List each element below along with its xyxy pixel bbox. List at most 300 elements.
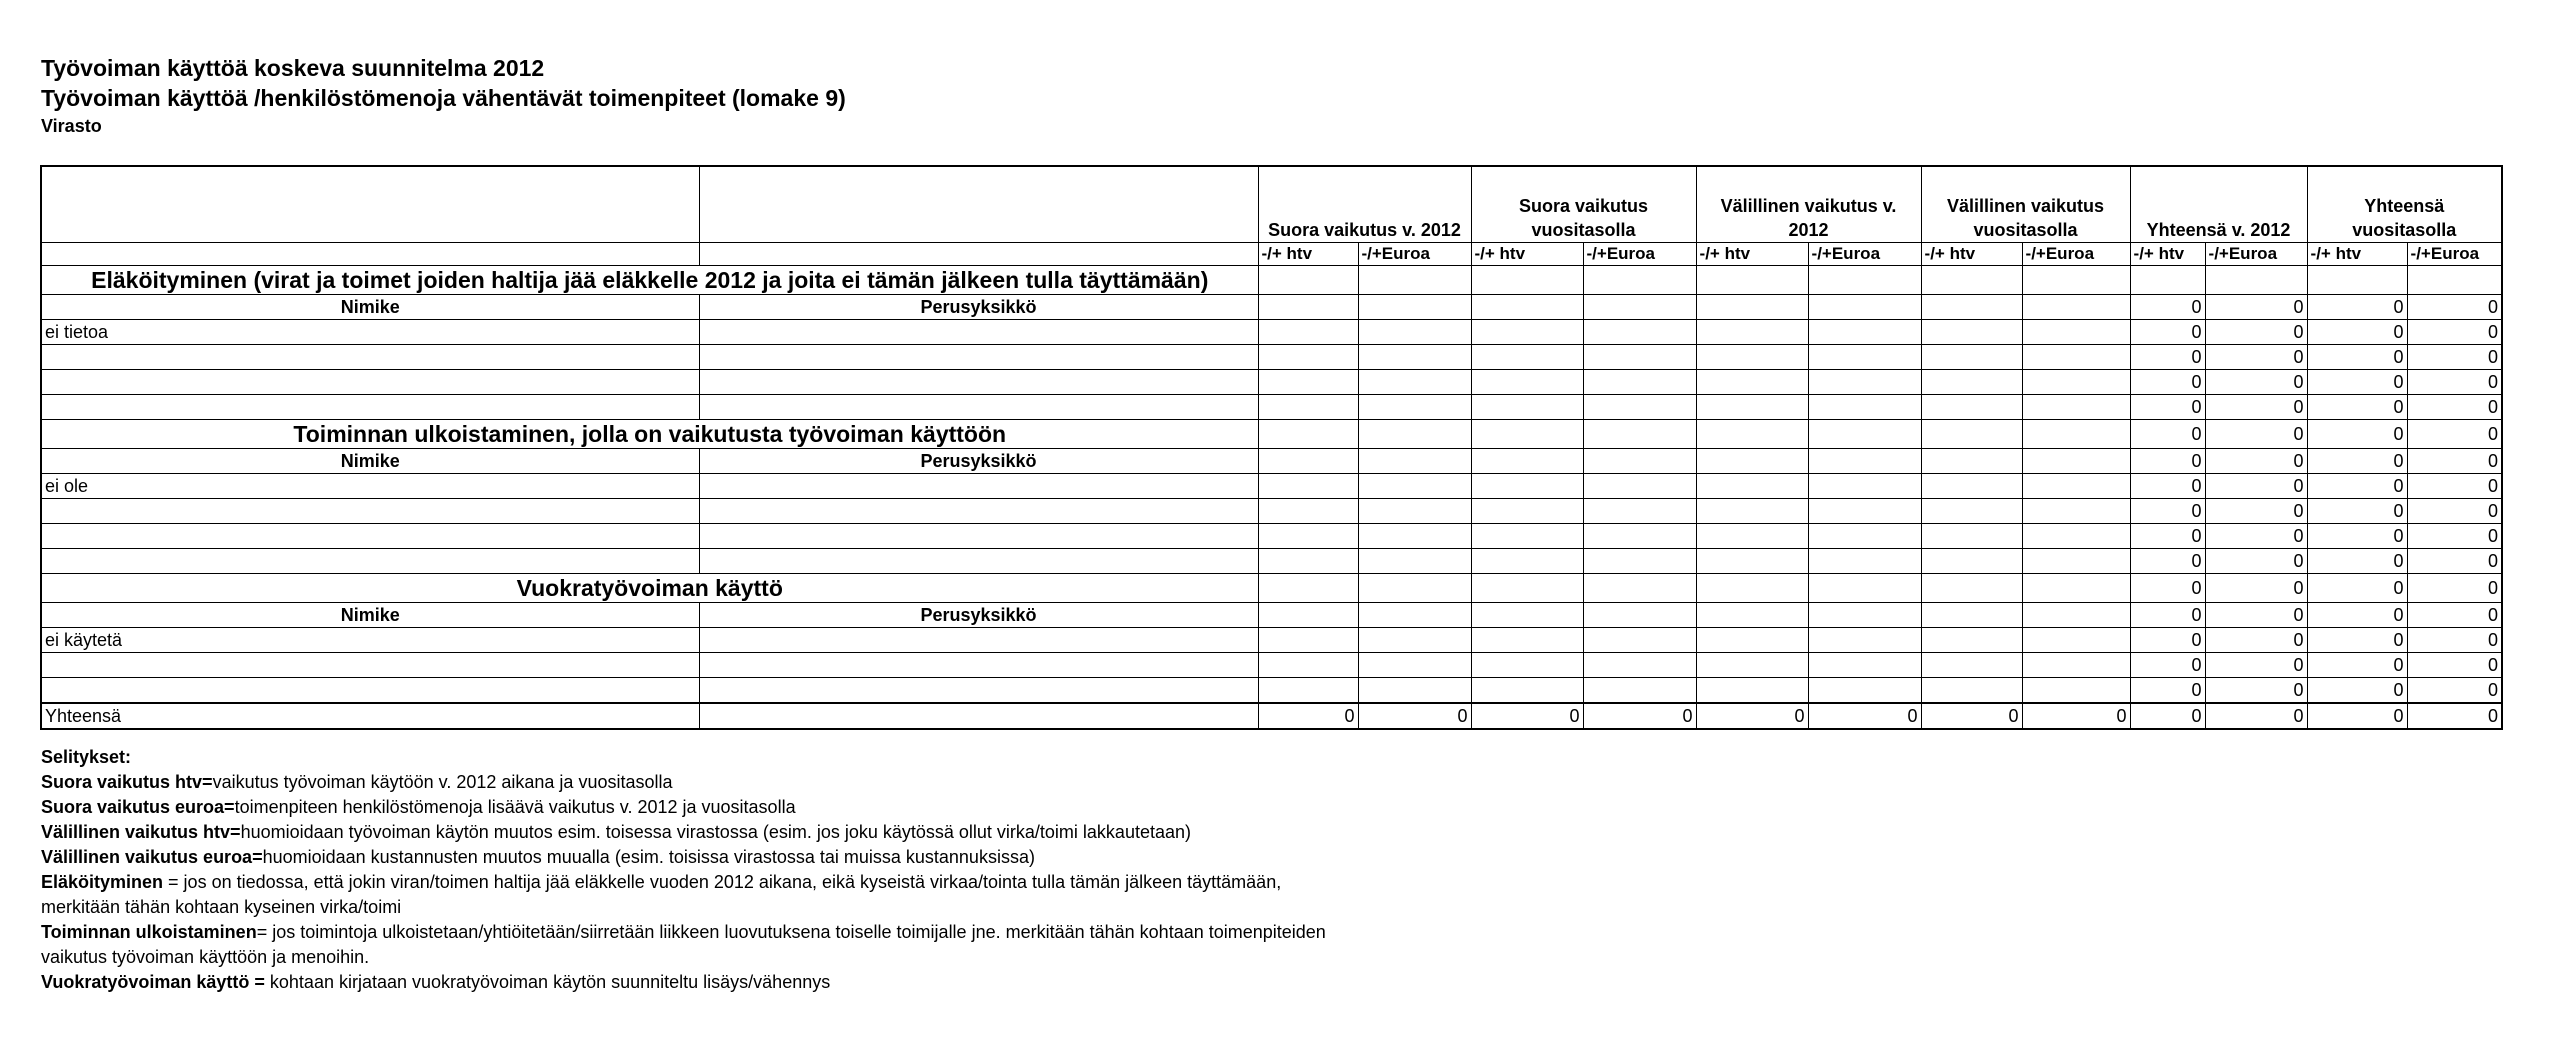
value-cell[interactable]: 0 [2407, 549, 2502, 574]
value-cell[interactable]: 0 [2307, 295, 2407, 320]
value-cell[interactable] [1808, 524, 1921, 549]
subheader-htv: -/+ htv [1471, 243, 1583, 266]
value-cell[interactable] [1808, 370, 1921, 395]
subheader-blank [699, 243, 1258, 266]
value-cell[interactable] [1583, 574, 1696, 603]
value-cell[interactable] [1696, 524, 1808, 549]
total-value: 0 [2307, 703, 2407, 729]
value-cell[interactable] [1921, 474, 2022, 499]
column-header-perusyksikko: Perusyksikkö [699, 295, 1258, 320]
total-value: 0 [2407, 703, 2502, 729]
value-cell[interactable]: 0 [2130, 395, 2205, 420]
value-cell[interactable] [1921, 653, 2022, 678]
value-cell[interactable]: 0 [2407, 628, 2502, 653]
value-cell[interactable] [1808, 549, 1921, 574]
value-cell[interactable] [1471, 499, 1583, 524]
value-cell[interactable] [1471, 449, 1583, 474]
value-cell[interactable] [1258, 653, 1358, 678]
value-cell[interactable]: 0 [2407, 370, 2502, 395]
value-cell[interactable] [1696, 420, 1808, 449]
value-cell[interactable]: 0 [2307, 628, 2407, 653]
total-value: 0 [1471, 703, 1583, 729]
value-cell[interactable] [1583, 524, 1696, 549]
value-cell[interactable]: 0 [2130, 628, 2205, 653]
value-cell[interactable] [1258, 603, 1358, 628]
subheader-htv: -/+ htv [2130, 243, 2205, 266]
value-cell[interactable] [1696, 295, 1808, 320]
value-cell[interactable] [1921, 420, 2022, 449]
value-cell[interactable] [2022, 603, 2130, 628]
value-cell[interactable]: 0 [2205, 395, 2307, 420]
value-cell[interactable] [1583, 295, 1696, 320]
value-cell[interactable] [1358, 524, 1471, 549]
nimike-cell[interactable] [41, 370, 699, 395]
column-header-perusyksikko: Perusyksikkö [699, 449, 1258, 474]
value-cell[interactable]: 0 [2130, 449, 2205, 474]
value-cell[interactable]: 0 [2130, 345, 2205, 370]
value-cell[interactable] [1358, 266, 1471, 295]
value-cell[interactable]: 0 [2307, 574, 2407, 603]
value-cell[interactable] [1471, 603, 1583, 628]
value-cell[interactable]: 0 [2407, 295, 2502, 320]
value-cell[interactable] [1808, 320, 1921, 345]
value-cell[interactable]: 0 [2205, 678, 2307, 704]
value-cell[interactable] [1921, 395, 2022, 420]
value-cell[interactable] [2022, 370, 2130, 395]
total-value: 0 [2022, 703, 2130, 729]
plan-table [40, 165, 2503, 730]
total-blank [699, 703, 1258, 729]
perusyksikko-cell[interactable] [699, 370, 1258, 395]
total-value: 0 [1583, 703, 1696, 729]
value-cell[interactable]: 0 [2130, 574, 2205, 603]
value-cell[interactable] [1696, 603, 1808, 628]
value-cell[interactable] [1258, 395, 1358, 420]
nimike-cell[interactable]: ei käytetä [41, 628, 699, 653]
nimike-cell[interactable] [41, 653, 699, 678]
document-title-block [41, 53, 846, 139]
value-cell[interactable] [1258, 524, 1358, 549]
subheader-euro: -/+Euroa [1583, 243, 1696, 266]
explanation-term: Suora vaikutus euroa= [41, 797, 235, 817]
value-cell[interactable] [1583, 603, 1696, 628]
value-cell[interactable] [1808, 266, 1921, 295]
value-cell[interactable] [1358, 603, 1471, 628]
explanation-line [41, 770, 1326, 795]
value-cell[interactable]: 0 [2407, 395, 2502, 420]
value-cell[interactable] [1471, 320, 1583, 345]
value-cell[interactable] [1471, 420, 1583, 449]
subheader-euro: -/+Euroa [2205, 243, 2307, 266]
explanation-term: Toiminnan ulkoistaminen [41, 922, 257, 942]
value-cell[interactable] [1258, 574, 1358, 603]
value-cell[interactable]: 0 [2205, 449, 2307, 474]
value-cell[interactable] [1921, 678, 2022, 704]
value-cell[interactable]: 0 [2307, 420, 2407, 449]
value-cell[interactable] [1808, 678, 1921, 704]
column-header-nimike: Nimike [41, 603, 699, 628]
nimike-cell[interactable] [41, 549, 699, 574]
value-cell[interactable] [1808, 449, 1921, 474]
total-value: 0 [1358, 703, 1471, 729]
value-cell[interactable] [1258, 295, 1358, 320]
value-cell[interactable]: 0 [2130, 549, 2205, 574]
value-cell[interactable] [1258, 678, 1358, 704]
explanation-term: Suora vaikutus htv= [41, 772, 213, 792]
value-cell[interactable]: 0 [2205, 499, 2307, 524]
subheader-euro: -/+Euroa [1808, 243, 1921, 266]
value-cell[interactable] [1921, 295, 2022, 320]
value-cell[interactable]: 0 [2130, 524, 2205, 549]
value-cell[interactable] [1358, 395, 1471, 420]
value-cell[interactable] [2022, 345, 2130, 370]
header-blank-1 [41, 166, 699, 243]
explanations-list [41, 770, 1326, 995]
value-cell[interactable] [1696, 574, 1808, 603]
value-cell[interactable] [1358, 628, 1471, 653]
value-cell[interactable] [1921, 449, 2022, 474]
value-cell[interactable] [1696, 320, 1808, 345]
subheader-htv: -/+ htv [1921, 243, 2022, 266]
value-cell[interactable]: 0 [2130, 420, 2205, 449]
value-cell[interactable] [1258, 628, 1358, 653]
value-cell[interactable]: 0 [2307, 603, 2407, 628]
column-header-nimike: Nimike [41, 295, 699, 320]
value-cell[interactable]: 0 [2307, 474, 2407, 499]
subheader-euro: -/+Euroa [1358, 243, 1471, 266]
value-cell[interactable]: 0 [2205, 524, 2307, 549]
value-cell[interactable] [1583, 395, 1696, 420]
value-cell[interactable] [1583, 653, 1696, 678]
subheader-blank [41, 243, 699, 266]
document-subtitle: Työvoiman käyttöä /henkilöstömenoja vähentävät toimenpiteet (lomake 9) [41, 85, 846, 111]
value-cell[interactable] [1921, 370, 2022, 395]
value-cell[interactable]: 0 [2407, 345, 2502, 370]
total-value: 0 [1808, 703, 1921, 729]
value-cell[interactable] [1921, 603, 2022, 628]
perusyksikko-cell[interactable] [699, 524, 1258, 549]
value-cell[interactable] [1808, 499, 1921, 524]
explanation-text: huomioidaan kustannusten muutos muualla (esim. toisissa virastossa tai muissa kustannuksissa) [262, 847, 1035, 867]
explanation-text: = jos on tiedossa, että jokin viran/toimen haltija jää eläkkelle vuoden 2012 aikana, eikä kyseistä virkaa/tointa tulla tämän jälkeen täyttämään, [163, 872, 1282, 892]
nimike-cell[interactable] [41, 524, 699, 549]
value-cell[interactable] [1583, 628, 1696, 653]
explanation-text: toimenpiteen henkilöstömenoja lisäävä vaikutus v. 2012 ja vuositasolla [234, 797, 796, 817]
value-cell[interactable]: 0 [2407, 420, 2502, 449]
value-cell[interactable] [1583, 678, 1696, 704]
value-cell[interactable] [1471, 345, 1583, 370]
total-value: 0 [2205, 703, 2307, 729]
value-cell[interactable] [2022, 574, 2130, 603]
value-cell[interactable] [1358, 449, 1471, 474]
value-cell[interactable]: 0 [2205, 345, 2307, 370]
column-group-header: Yhteensä vuositasolla [2307, 166, 2502, 243]
value-cell[interactable] [2205, 266, 2307, 295]
value-cell[interactable] [1921, 499, 2022, 524]
value-cell[interactable] [1696, 499, 1808, 524]
value-cell[interactable]: 0 [2205, 295, 2307, 320]
value-cell[interactable] [1583, 320, 1696, 345]
document-title: Työvoiman käyttöä koskeva suunnitelma 2012 [41, 55, 545, 81]
value-cell[interactable] [2022, 524, 2130, 549]
subheader-htv: -/+ htv [1258, 243, 1358, 266]
subheader-htv: -/+ htv [1696, 243, 1808, 266]
column-group-header: Suora vaikutus v. 2012 [1258, 166, 1471, 243]
nimike-cell[interactable]: ei tietoa [41, 320, 699, 345]
value-cell[interactable]: 0 [2205, 370, 2307, 395]
value-cell[interactable] [1808, 395, 1921, 420]
value-cell[interactable] [1696, 653, 1808, 678]
value-cell[interactable]: 0 [2130, 603, 2205, 628]
column-group-header: Suora vaikutus vuositasolla [1471, 166, 1696, 243]
nimike-cell[interactable] [41, 499, 699, 524]
value-cell[interactable]: 0 [2307, 370, 2407, 395]
value-cell[interactable]: 0 [2307, 395, 2407, 420]
value-cell[interactable]: 0 [2307, 678, 2407, 704]
value-cell[interactable]: 0 [2307, 320, 2407, 345]
value-cell[interactable] [1696, 370, 1808, 395]
value-cell[interactable] [1808, 574, 1921, 603]
value-cell[interactable] [2022, 628, 2130, 653]
value-cell[interactable] [1258, 345, 1358, 370]
column-group-header: Välillinen vaikutus vuositasolla [1921, 166, 2130, 243]
nimike-cell[interactable] [41, 345, 699, 370]
value-cell[interactable] [1358, 499, 1471, 524]
explanation-line [41, 945, 1326, 970]
perusyksikko-cell[interactable] [699, 499, 1258, 524]
total-value: 0 [1696, 703, 1808, 729]
perusyksikko-cell[interactable] [699, 628, 1258, 653]
explanation-text: vaikutus työvoiman käyttöön ja menoihin. [41, 947, 370, 967]
value-cell[interactable]: 0 [2130, 474, 2205, 499]
value-cell[interactable] [2407, 266, 2502, 295]
value-cell[interactable]: 0 [2407, 603, 2502, 628]
value-cell[interactable] [2022, 320, 2130, 345]
value-cell[interactable] [1583, 474, 1696, 499]
value-cell[interactable] [1808, 345, 1921, 370]
explanation-text: = jos toimintoja ulkoistetaan/yhtiöitetään/siirretään liikkeen luovutuksena toiselle toimijalle jne. merkitään tähän kohtaan toimenpiteiden [256, 922, 1326, 942]
value-cell[interactable] [1258, 420, 1358, 449]
value-cell[interactable]: 0 [2205, 549, 2307, 574]
perusyksikko-cell[interactable] [699, 678, 1258, 704]
value-cell[interactable] [1696, 395, 1808, 420]
value-cell[interactable]: 0 [2407, 449, 2502, 474]
value-cell[interactable] [1583, 345, 1696, 370]
explanation-term: Välillinen vaikutus euroa= [41, 847, 263, 867]
value-cell[interactable] [2022, 295, 2130, 320]
value-cell[interactable]: 0 [2130, 370, 2205, 395]
column-header-perusyksikko: Perusyksikkö [699, 603, 1258, 628]
value-cell[interactable] [1696, 628, 1808, 653]
explanation-term: Eläköityminen [41, 872, 164, 892]
value-cell[interactable] [1358, 549, 1471, 574]
explanation-text: kohtaan kirjataan vuokratyövoiman käytön suunniteltu lisäys/vähennys [269, 972, 831, 992]
value-cell[interactable] [1921, 628, 2022, 653]
value-cell[interactable] [1258, 449, 1358, 474]
value-cell[interactable]: 0 [2407, 574, 2502, 603]
value-cell[interactable]: 0 [2205, 420, 2307, 449]
explanation-line [41, 870, 1326, 895]
value-cell[interactable] [2022, 420, 2130, 449]
value-cell[interactable] [1696, 549, 1808, 574]
value-cell[interactable] [1258, 370, 1358, 395]
value-cell[interactable]: 0 [2307, 653, 2407, 678]
value-cell[interactable] [1921, 345, 2022, 370]
perusyksikko-cell[interactable] [699, 345, 1258, 370]
value-cell[interactable] [1696, 474, 1808, 499]
value-cell[interactable] [1696, 266, 1808, 295]
value-cell[interactable] [2022, 474, 2130, 499]
value-cell[interactable]: 0 [2307, 499, 2407, 524]
value-cell[interactable] [2022, 653, 2130, 678]
value-cell[interactable] [1258, 266, 1358, 295]
value-cell[interactable] [2022, 449, 2130, 474]
value-cell[interactable]: 0 [2130, 678, 2205, 704]
value-cell[interactable]: 0 [2130, 653, 2205, 678]
total-value: 0 [2130, 703, 2205, 729]
explanation-line [41, 845, 1326, 870]
nimike-cell[interactable] [41, 678, 699, 704]
value-cell[interactable] [2022, 395, 2130, 420]
value-cell[interactable] [1696, 345, 1808, 370]
value-cell[interactable] [1921, 549, 2022, 574]
value-cell[interactable] [1921, 524, 2022, 549]
value-cell[interactable]: 0 [2205, 320, 2307, 345]
value-cell[interactable]: 0 [2307, 449, 2407, 474]
explanation-term: Vuokratyövoiman käyttö = [41, 972, 270, 992]
explanation-line [41, 920, 1326, 945]
nimike-cell[interactable]: ei ole [41, 474, 699, 499]
value-cell[interactable]: 0 [2407, 474, 2502, 499]
explanation-text: vaikutus työvoiman käytöön v. 2012 aikana ja vuositasolla [212, 772, 673, 792]
section-title: Vuokratyövoiman käyttö [41, 574, 1258, 603]
value-cell[interactable] [1808, 474, 1921, 499]
total-value: 0 [1258, 703, 1358, 729]
value-cell[interactable] [1471, 295, 1583, 320]
perusyksikko-cell[interactable] [699, 320, 1258, 345]
value-cell[interactable]: 0 [2130, 295, 2205, 320]
section-title: Toiminnan ulkoistaminen, jolla on vaikutusta työvoiman käyttöön [41, 420, 1258, 449]
value-cell[interactable] [2130, 266, 2205, 295]
value-cell[interactable] [1358, 653, 1471, 678]
value-cell[interactable] [1258, 474, 1358, 499]
value-cell[interactable]: 0 [2407, 524, 2502, 549]
value-cell[interactable] [1696, 449, 1808, 474]
value-cell[interactable]: 0 [2130, 499, 2205, 524]
value-cell[interactable] [1358, 474, 1471, 499]
value-cell[interactable]: 0 [2307, 345, 2407, 370]
nimike-cell[interactable] [41, 395, 699, 420]
value-cell[interactable]: 0 [2407, 320, 2502, 345]
value-cell[interactable] [1471, 524, 1583, 549]
value-cell[interactable] [2307, 266, 2407, 295]
value-cell[interactable] [1471, 370, 1583, 395]
value-cell[interactable]: 0 [2205, 628, 2307, 653]
explanation-text: huomioidaan työvoiman käytön muutos esim. toisessa virastossa (esim. jos joku käytössä ollut virka/toimi lakkautetaan) [240, 822, 1191, 842]
agency-label: Virasto [41, 116, 102, 136]
explanation-line [41, 820, 1326, 845]
subheader-htv: -/+ htv [2307, 243, 2407, 266]
value-cell[interactable] [1358, 295, 1471, 320]
value-cell[interactable] [1471, 574, 1583, 603]
value-cell[interactable] [2022, 549, 2130, 574]
value-cell[interactable] [1696, 678, 1808, 704]
value-cell[interactable] [1471, 395, 1583, 420]
explanation-term: Välillinen vaikutus htv= [41, 822, 241, 842]
value-cell[interactable] [1921, 574, 2022, 603]
value-cell[interactable] [1471, 549, 1583, 574]
value-cell[interactable] [1808, 628, 1921, 653]
value-cell[interactable]: 0 [2307, 549, 2407, 574]
value-cell[interactable] [2022, 266, 2130, 295]
value-cell[interactable] [2022, 499, 2130, 524]
value-cell[interactable] [1583, 449, 1696, 474]
value-cell[interactable] [1471, 678, 1583, 704]
value-cell[interactable] [1258, 320, 1358, 345]
value-cell[interactable]: 0 [2407, 678, 2502, 704]
value-cell[interactable]: 0 [2407, 499, 2502, 524]
value-cell[interactable]: 0 [2205, 653, 2307, 678]
value-cell[interactable] [1808, 295, 1921, 320]
value-cell[interactable]: 0 [2307, 524, 2407, 549]
explanations-heading: Selitykset: [41, 747, 132, 767]
value-cell[interactable] [1471, 653, 1583, 678]
explanation-line [41, 895, 1326, 920]
column-group-header: Yhteensä v. 2012 [2130, 166, 2307, 243]
perusyksikko-cell[interactable] [699, 549, 1258, 574]
explanation-line [41, 795, 1326, 820]
section-title: Eläköityminen (virat ja toimet joiden haltija jää eläkkelle 2012 ja joita ei tämän jälkeen tulla täyttämään) [41, 266, 1258, 295]
value-cell[interactable]: 0 [2407, 653, 2502, 678]
value-cell[interactable] [1258, 499, 1358, 524]
value-cell[interactable] [1358, 370, 1471, 395]
value-cell[interactable] [1583, 499, 1696, 524]
value-cell[interactable] [1921, 266, 2022, 295]
value-cell[interactable]: 0 [2205, 574, 2307, 603]
explanations [41, 745, 1326, 995]
value-cell[interactable] [1808, 420, 1921, 449]
value-cell[interactable] [1358, 420, 1471, 449]
value-cell[interactable] [1583, 370, 1696, 395]
perusyksikko-cell[interactable] [699, 395, 1258, 420]
value-cell[interactable] [1583, 420, 1696, 449]
value-cell[interactable]: 0 [2130, 320, 2205, 345]
column-group-header: Välillinen vaikutus v. 2012 [1696, 166, 1921, 243]
value-cell[interactable] [1471, 628, 1583, 653]
value-cell[interactable] [1358, 574, 1471, 603]
value-cell[interactable] [1808, 603, 1921, 628]
value-cell[interactable] [1808, 653, 1921, 678]
value-cell[interactable] [1358, 320, 1471, 345]
subheader-euro: -/+Euroa [2022, 243, 2130, 266]
total-label: Yhteensä [41, 703, 699, 729]
column-header-nimike: Nimike [41, 449, 699, 474]
value-cell[interactable] [2022, 678, 2130, 704]
value-cell[interactable] [1471, 266, 1583, 295]
value-cell[interactable] [1471, 474, 1583, 499]
explanation-text: merkitään tähän kohtaan kyseinen virka/toimi [41, 897, 402, 917]
value-cell[interactable]: 0 [2205, 474, 2307, 499]
value-cell[interactable] [1358, 345, 1471, 370]
value-cell[interactable] [1258, 549, 1358, 574]
value-cell[interactable] [1358, 678, 1471, 704]
perusyksikko-cell[interactable] [699, 474, 1258, 499]
value-cell[interactable] [1583, 549, 1696, 574]
value-cell[interactable]: 0 [2205, 603, 2307, 628]
value-cell[interactable] [1583, 266, 1696, 295]
value-cell[interactable] [1921, 320, 2022, 345]
perusyksikko-cell[interactable] [699, 653, 1258, 678]
